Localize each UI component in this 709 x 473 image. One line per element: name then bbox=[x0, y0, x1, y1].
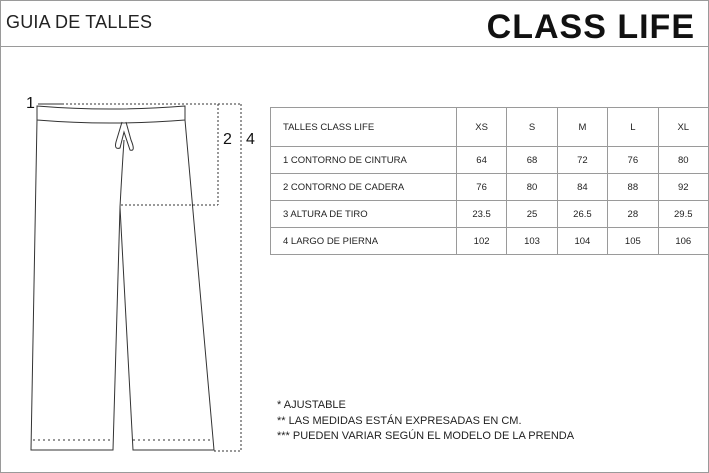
table-header-cell: M bbox=[557, 108, 607, 147]
table-cell: 76 bbox=[456, 174, 506, 201]
footnote: *** PUEDEN VARIAR SEGÚN EL MODELO DE LA PRENDA bbox=[277, 430, 575, 442]
table-row bbox=[271, 228, 709, 255]
table-cell: 106 bbox=[658, 228, 708, 255]
table-cell: 2 CONTORNO DE CADERA bbox=[271, 174, 457, 201]
footnote: ** LAS MEDIDAS ESTÁN EXPRESADAS EN CM. bbox=[277, 414, 522, 427]
measure-label-2: 2 bbox=[223, 131, 232, 148]
table-cell: 29.5 bbox=[658, 201, 708, 228]
table-header-cell: TALLES CLASS LIFE bbox=[271, 108, 457, 147]
table-header-cell: XL bbox=[658, 108, 708, 147]
footnote: * AJUSTABLE bbox=[277, 399, 346, 411]
measure-label-4: 4 bbox=[246, 131, 255, 148]
pants-right-leg bbox=[120, 120, 214, 450]
table-header-cell: L bbox=[608, 108, 658, 147]
pants-drawstring bbox=[116, 122, 134, 150]
table-header-cell: XS bbox=[456, 108, 506, 147]
footnotes bbox=[277, 398, 574, 445]
table-header-row bbox=[271, 108, 709, 147]
table-cell: 26.5 bbox=[557, 201, 607, 228]
table-cell: 88 bbox=[608, 174, 658, 201]
table-cell: 68 bbox=[507, 147, 557, 174]
table-cell: 80 bbox=[658, 147, 708, 174]
table-row bbox=[271, 201, 709, 228]
table-cell: 23.5 bbox=[456, 201, 506, 228]
table-cell: 103 bbox=[507, 228, 557, 255]
pants-left-leg bbox=[31, 120, 120, 450]
table-cell: 64 bbox=[456, 147, 506, 174]
table-cell: 28 bbox=[608, 201, 658, 228]
table-cell: 102 bbox=[456, 228, 506, 255]
pants-fly bbox=[120, 140, 124, 207]
table-cell: 80 bbox=[507, 174, 557, 201]
page-title: GUIA DE TALLES bbox=[6, 12, 153, 32]
table-cell: 72 bbox=[557, 147, 607, 174]
pants-waistband bbox=[37, 106, 185, 123]
table-cell: 105 bbox=[608, 228, 658, 255]
table-row bbox=[271, 174, 709, 201]
table-row bbox=[271, 147, 709, 174]
table-cell: 4 LARGO DE PIERNA bbox=[271, 228, 457, 255]
measure-label-1: 1 bbox=[26, 95, 35, 112]
table-cell: 25 bbox=[507, 201, 557, 228]
table-cell: 104 bbox=[557, 228, 607, 255]
table-cell: 3 ALTURA DE TIRO bbox=[271, 201, 457, 228]
table-cell: 84 bbox=[557, 174, 607, 201]
brand-logo-text: CLASS LIFE bbox=[486, 8, 695, 46]
table-cell: 76 bbox=[608, 147, 658, 174]
size-table bbox=[270, 107, 709, 255]
table-cell: 1 CONTORNO DE CINTURA bbox=[271, 147, 457, 174]
table-header-cell: S bbox=[507, 108, 557, 147]
table-cell: 92 bbox=[658, 174, 708, 201]
